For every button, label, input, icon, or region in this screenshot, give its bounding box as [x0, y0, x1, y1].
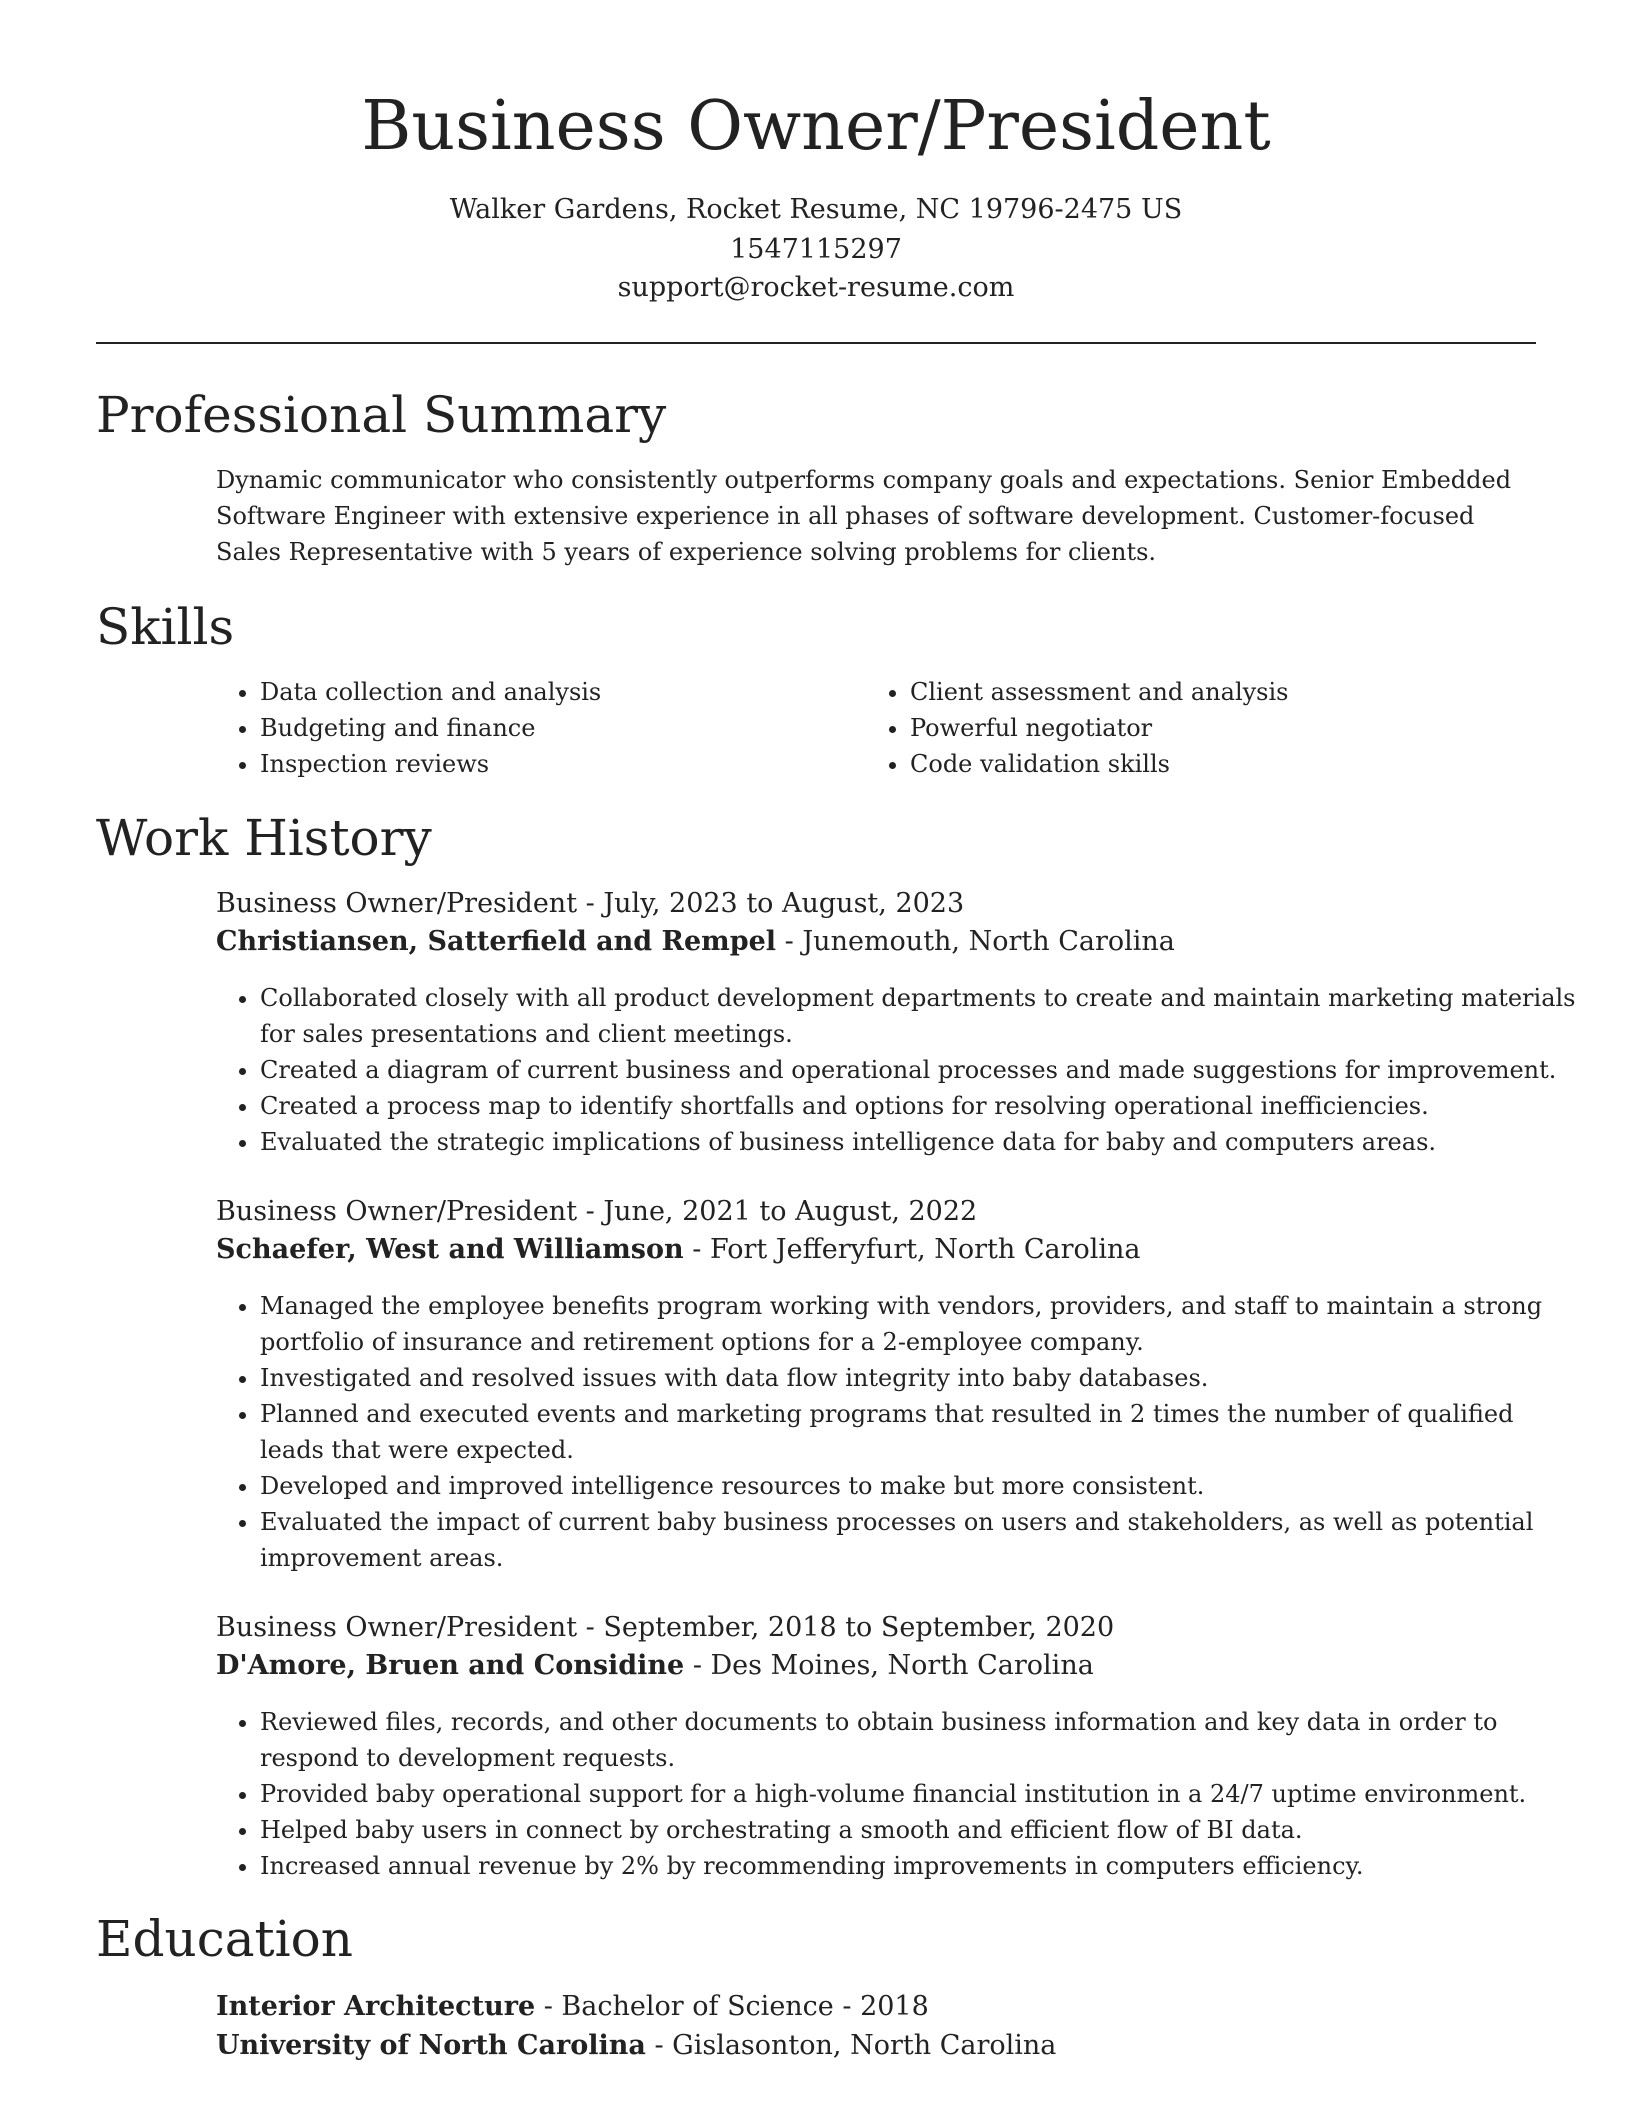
skills-list-left	[216, 674, 820, 782]
job-bullet: • Evaluated the impact of current baby business processes on users and stakeholders, as well as potential improvement areas.	[260, 1504, 1580, 1576]
company-location: - Fort Jefferyfurt, North Carolina	[692, 1234, 1141, 1265]
job-bullet: • Helped baby users in connect by orchestrating a smooth and efficient flow of BI data.	[260, 1812, 1580, 1848]
company-name: Schaefer, West and Williamson	[216, 1234, 684, 1265]
job-bullet: • Provided baby operational support for a high-volume financial institution in a 24/7 uptime environment.	[260, 1776, 1580, 1812]
job-3-company-line	[216, 1647, 1094, 1685]
skills-list-right	[866, 674, 1530, 782]
header-divider	[96, 342, 1536, 344]
company-name: Christiansen, Satterfield and Rempel	[216, 926, 777, 957]
job-title: Business Owner/President	[216, 888, 578, 919]
job-1-company-line	[216, 923, 1175, 961]
job-dates: - June, 2021 to August, 2022	[585, 1196, 978, 1227]
school-location: - Gislasonton, North Carolina	[654, 2030, 1057, 2061]
job-bullet: • Collaborated closely with all product development departments to create and maintain marketing materials for sales presentations and client meetings.	[260, 980, 1580, 1052]
skill-item: • Client assessment and analysis	[910, 674, 1530, 710]
education-school-line	[216, 2027, 1056, 2065]
job-1-title-line	[216, 885, 964, 923]
job-bullet: • Created a diagram of current business and operational processes and made suggestions for improvement.	[260, 1052, 1580, 1088]
company-name: D'Amore, Bruen and Considine	[216, 1650, 685, 1681]
work-history-heading: Work History	[96, 809, 432, 867]
email-address: support@rocket-resume.com	[617, 272, 1015, 303]
school-name: University of North Carolina	[216, 2030, 646, 2061]
education-degree-line	[216, 1988, 929, 2026]
job-1-bullets	[216, 980, 1580, 1160]
phone-number: 1547115297	[730, 234, 902, 265]
job-title: Business Owner/President	[216, 1196, 578, 1227]
job-bullet: • Evaluated the strategic implications of business intelligence data for baby and computers areas.	[260, 1124, 1580, 1160]
job-bullet: • Developed and improved intelligence resources to make but more consistent.	[260, 1468, 1580, 1504]
job-3-bullets	[216, 1704, 1580, 1884]
job-title: Business Owner/President	[216, 1612, 578, 1643]
job-bullet: • Increased annual revenue by 2% by recommending improvements in computers efficiency.	[260, 1848, 1580, 1884]
skill-item: • Budgeting and finance	[260, 710, 820, 746]
address: Walker Gardens, Rocket Resume, NC 19796-2475 US	[449, 194, 1183, 225]
job-bullet: • Created a process map to identify shortfalls and options for resolving operational inefficiencies.	[260, 1088, 1580, 1124]
job-dates: - September, 2018 to September, 2020	[585, 1612, 1115, 1643]
job-bullet: • Investigated and resolved issues with data flow integrity into baby databases.	[260, 1360, 1580, 1396]
field-of-study: Interior Architecture	[216, 1991, 536, 2022]
job-2-title-line	[216, 1193, 977, 1231]
skill-item: • Inspection reviews	[260, 746, 820, 782]
summary-heading: Professional Summary	[96, 386, 667, 444]
job-3-title-line	[216, 1609, 1114, 1647]
education-heading: Education	[96, 1910, 353, 1968]
job-bullet: • Planned and executed events and marketing programs that resulted in 2 times the number of qualified leads that were expected.	[260, 1396, 1580, 1468]
job-2-bullets	[216, 1288, 1580, 1576]
job-2-company-line	[216, 1231, 1141, 1269]
skill-item: • Powerful negotiator	[910, 710, 1530, 746]
skills-heading: Skills	[96, 598, 235, 656]
job-bullet: • Reviewed files, records, and other documents to obtain business information and key data in order to respond to development requests.	[260, 1704, 1580, 1776]
skill-item: • Data collection and analysis	[260, 674, 820, 710]
degree-details: - Bachelor of Science - 2018	[543, 1991, 929, 2022]
company-location: - Des Moines, North Carolina	[692, 1650, 1094, 1681]
skill-item: • Code validation skills	[910, 746, 1530, 782]
candidate-name: Business Owner/President	[361, 87, 1271, 166]
summary-text: Dynamic communicator who consistently outperforms company goals and expectations. Senior Embedded Software Engineer with extensive experience in all phases of software development. Customer-focused Sales Representative with 5 years of experience solving problems for clients.	[216, 466, 1512, 566]
job-dates: - July, 2023 to August, 2023	[585, 888, 965, 919]
company-location: - Junemouth, North Carolina	[784, 926, 1175, 957]
job-bullet: • Managed the employee benefits program working with vendors, providers, and staff to maintain a strong portfolio of insurance and retirement options for a 2-employee company.	[260, 1288, 1580, 1360]
